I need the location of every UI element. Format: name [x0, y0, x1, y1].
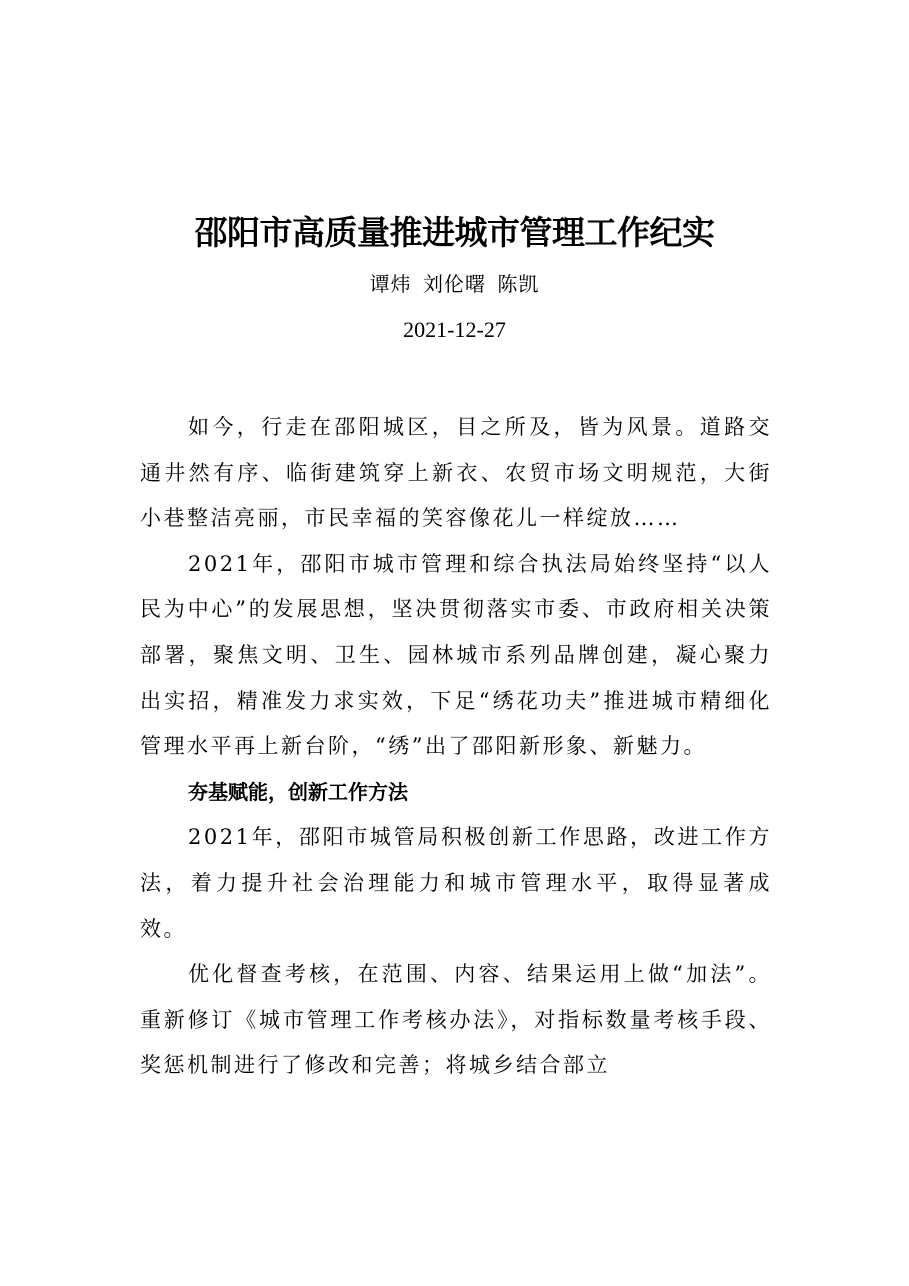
paragraph: 2021年，邵阳市城管局积极创新工作思路，改进工作方法，着力提升社会治理能力和城市管理水平，取得显著成效。: [140, 825, 772, 941]
article-date: 2021-12-27: [403, 317, 506, 342]
article-body: [140, 405, 772, 1089]
section-heading: 夯基赋能，创新工作方法: [188, 779, 408, 804]
article-authors: 谭炜 刘伦曙 陈凯: [369, 272, 540, 296]
paragraph: 如今，行走在邵阳城区，目之所及，皆为风景。道路交通井然有序、临街建筑穿上新衣、农贸市场文明规范，大街小巷整洁亮丽，市民幸福的笑容像花儿一样绽放……: [140, 415, 772, 531]
article-title: 邵阳市高质量推进城市管理工作纪实: [194, 213, 715, 252]
paragraph: 优化督查考核，在范围、内容、结果运用上做“加法”。重新修订《城市管理工作考核办法》，对指标数量考核手段、奖惩机制进行了修改和完善；将城乡结合部立: [140, 962, 772, 1078]
paragraph: 2021年，邵阳市城市管理和综合执法局始终坚持“以人民为中心”的发展思想，坚决贯彻落实市委、市政府相关决策部署，聚焦文明、卫生、园林城市系列品牌创建，凝心聚力出实招，精准发力求实效，下足“绣花功夫”推进城市精细化管理水平再上新台阶，“绣”出了邵阳新形象、新魅力。: [140, 551, 772, 759]
